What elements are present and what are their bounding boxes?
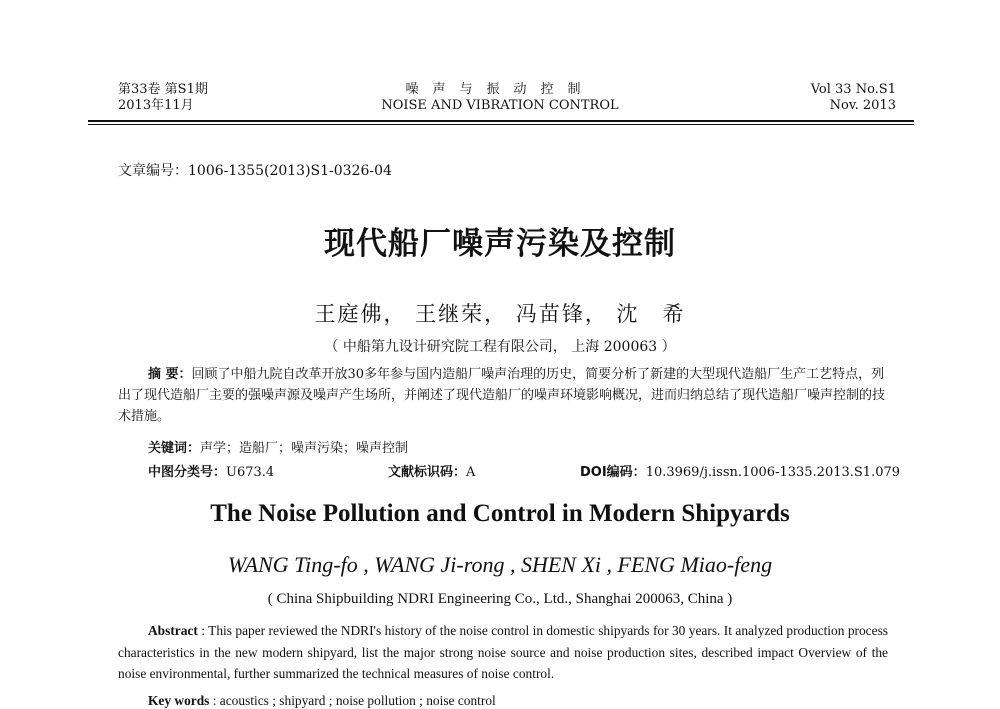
journal-volume-info-en [700,82,896,114]
abstract-en-text: : This paper reviewed the NDRI's history of the noise control in domestic shipyards for 30 years. It analyzed production process characteristics in the new modern shipyard, list the major strong noise source and noise production sites, described impact Overview of the noise environmental, further summarized the technical measures of noise control. [118,623,888,681]
affiliation-cn: （ 中船第九设计研究院工程有限公司， 上海 200063 ） [324,339,676,355]
title-en: The Noise Pollution and Control in Modern Shipyards [210,500,790,527]
header-rule-thick [88,120,914,122]
doi-code [580,461,901,480]
abstract-cn-text: 回顾了中船九院自改革开放30多年参与国内造船厂噪声治理的历史，简要分析了新建的大型现代造船厂生产工艺特点，列出了现代造船厂主要的强噪声源及噪声产生场所，并阐述了现代造船厂的噪声环境影响概况，进而归纳总结了现代造船厂噪声控制的技术措施。 [118,367,886,424]
classification-label: 中图分类号： [148,465,227,480]
document-code [388,461,475,480]
keywords-cn-text: 声学；造船厂；噪声污染；噪声控制 [200,441,409,456]
journal-name-cn: 噪声与振动控制 [405,82,595,97]
journal-name-en: NOISE AND VIBRATION CONTROL [381,98,619,113]
document-code-label: 文献标识码： [388,465,467,480]
publication-date-en: Nov. 2013 [829,98,896,113]
classification-number [148,461,274,480]
keywords-en-label: Key words [148,693,210,708]
abstract-en [118,620,888,685]
affiliation-en: ( China Shipbuilding NDRI Engineering Co., Ltd., Shanghai 200063, China ) [267,591,733,607]
keywords-en [148,693,496,709]
keywords-en-text: : acoustics ; shipyard ; noise pollution ; noise control [209,693,496,708]
article-number: 文章编号：1006-1355(2013)S1-0326-04 [118,163,392,179]
doi-label: DOI编码： [580,465,646,480]
keywords-cn-label: 关键词： [148,441,201,456]
volume-issue: 第33卷 第S1期 [118,82,208,97]
header-rule-thin [88,124,914,125]
abstract-cn [118,364,888,427]
authors-cn: 王庭佛， 王继荣， 冯苗锋， 沈 希 [314,302,686,326]
keywords-cn [148,437,408,456]
document-code-value: A [466,465,476,480]
publication-date: 2013年11月 [118,98,194,113]
volume-issue-en: Vol 33 No.S1 [810,82,896,97]
journal-name [300,82,700,114]
title-cn: 现代船厂噪声污染及控制 [324,226,676,262]
journal-volume-info [118,82,208,114]
doi-value: 10.3969/j.issn.1006-1335.2013.S1.079 [645,465,901,480]
authors-en: WANG Ting-fo , WANG Ji-rong , SHEN Xi , FENG Miao-feng [227,552,773,577]
abstract-cn-label: 摘 要： [148,367,192,382]
classification-value: U673.4 [226,465,275,480]
abstract-en-label: Abstract [148,623,198,638]
